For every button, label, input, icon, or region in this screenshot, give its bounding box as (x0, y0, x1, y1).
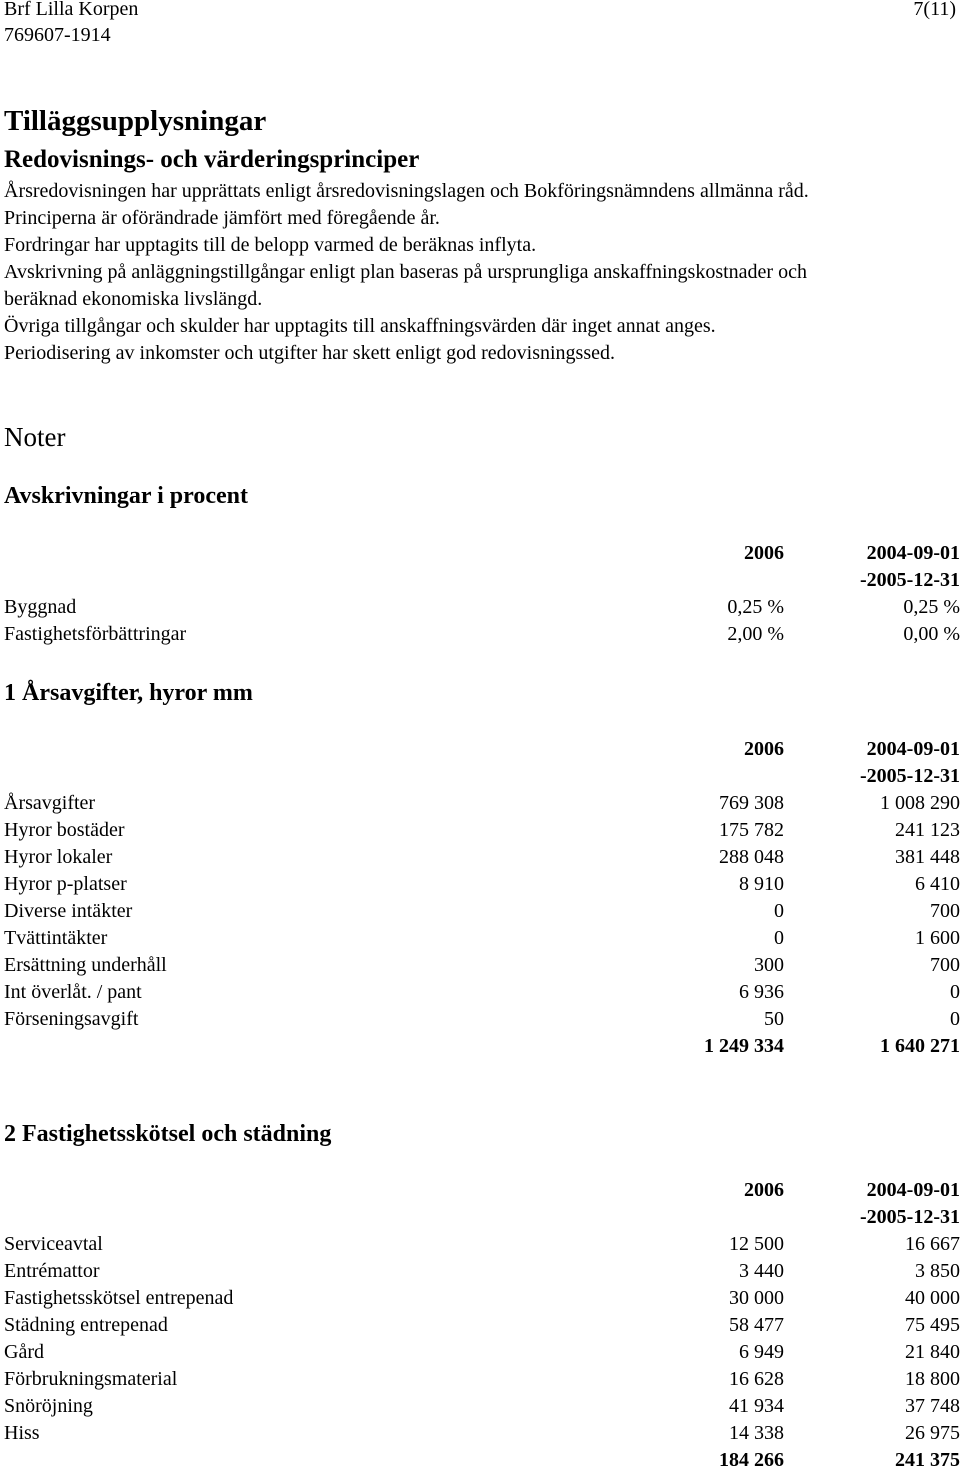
column-header-current: 2006 (744, 542, 784, 564)
row-label: Städning entrepenad (4, 1314, 168, 1336)
value-current: 30 000 (729, 1287, 784, 1309)
table-row (4, 1285, 960, 1312)
column-header-previous: 2004-09-01 (866, 542, 960, 564)
value-current: 0 (774, 900, 784, 922)
column-header-row (4, 540, 960, 567)
organization-number: 769607-1914 (4, 24, 111, 46)
column-header-row (4, 1177, 960, 1204)
value-previous: 381 448 (895, 846, 960, 868)
value-previous: 1 008 290 (880, 792, 960, 814)
value-current: 769 308 (719, 792, 784, 814)
column-header-current: 2006 (744, 738, 784, 760)
note2-heading: 2 Fastighetsskötsel och städning (4, 1121, 332, 1147)
value-previous: 3 850 (915, 1260, 960, 1282)
row-label: Fastighetsförbättringar (4, 623, 187, 645)
row-label: Snöröjning (4, 1395, 93, 1417)
table-row (4, 817, 960, 844)
total-row (4, 1447, 960, 1474)
column-header-previous-end: -2005-12-31 (860, 569, 960, 591)
organization-name: Brf Lilla Korpen (4, 0, 139, 20)
table-row (4, 979, 960, 1006)
row-label: Ersättning underhåll (4, 954, 167, 976)
column-header-row (4, 1204, 960, 1231)
column-header-row (4, 763, 960, 790)
principle-line: Fordringar har upptagits till de belopp varmed de beräknas inflyta. (4, 234, 537, 256)
value-previous: 75 495 (905, 1314, 960, 1336)
column-header-current: 2006 (744, 1179, 784, 1201)
value-previous: 18 800 (905, 1368, 960, 1390)
table-row (4, 1231, 960, 1258)
value-previous: 0,25 % (903, 596, 960, 618)
row-label: Hyror bostäder (4, 819, 125, 841)
value-previous: 6 410 (915, 873, 960, 895)
row-label: Fastighetsskötsel entrepenad (4, 1287, 234, 1309)
notes-heading: Noter (4, 422, 66, 452)
row-label: Entrémattor (4, 1260, 100, 1282)
value-previous: 0 (950, 1008, 960, 1030)
value-current: 0 (774, 927, 784, 949)
total-previous: 241 375 (895, 1449, 960, 1471)
value-current: 8 910 (739, 873, 784, 895)
row-label: Hiss (4, 1422, 40, 1444)
row-label: Förseningsavgift (4, 1008, 139, 1030)
row-label: Diverse intäkter (4, 900, 133, 922)
value-current: 6 936 (739, 981, 784, 1003)
depreciation-table (4, 540, 960, 648)
row-label: Serviceavtal (4, 1233, 103, 1255)
page-number: 7(11) (913, 0, 956, 20)
table-row (4, 1006, 960, 1033)
column-header-previous-end: -2005-12-31 (860, 1206, 960, 1228)
principle-line: Avskrivning på anläggningstillgångar enligt plan baseras på ursprungliga anskaffningskostnader och (4, 261, 807, 283)
value-current: 6 949 (739, 1341, 784, 1363)
value-current: 58 477 (729, 1314, 784, 1336)
row-label: Hyror lokaler (4, 846, 113, 868)
table-row (4, 1258, 960, 1285)
table-row (4, 1312, 960, 1339)
principle-line: Principerna är oförändrade jämfört med föregående år. (4, 207, 440, 229)
total-current: 184 266 (719, 1449, 784, 1471)
value-previous: 1 600 (915, 927, 960, 949)
value-current: 14 338 (729, 1422, 784, 1444)
table-row (4, 952, 960, 979)
depreciation-heading: Avskrivningar i procent (4, 483, 249, 509)
table-row (4, 871, 960, 898)
value-current: 2,00 % (727, 623, 784, 645)
column-header-row (4, 736, 960, 763)
column-header-previous: 2004-09-01 (866, 738, 960, 760)
row-label: Tvättintäkter (4, 927, 108, 949)
total-previous: 1 640 271 (880, 1035, 960, 1057)
row-label: Int överlåt. / pant (4, 981, 142, 1003)
total-row (4, 1033, 960, 1060)
value-previous: 40 000 (905, 1287, 960, 1309)
value-previous: 241 123 (895, 819, 960, 841)
table-row (4, 898, 960, 925)
value-current: 300 (754, 954, 784, 976)
note1-heading: 1 Årsavgifter, hyror mm (4, 680, 253, 706)
principle-line: beräknad ekonomiska livslängd. (4, 288, 263, 310)
row-label: Förbrukningsmaterial (4, 1368, 178, 1390)
value-previous: 26 975 (905, 1422, 960, 1444)
column-header-row (4, 567, 960, 594)
table-row (4, 594, 960, 621)
value-current: 175 782 (719, 819, 784, 841)
principles-heading: Redovisnings- och värderingsprinciper (4, 146, 420, 173)
row-label: Gård (4, 1341, 44, 1363)
row-label: Byggnad (4, 596, 77, 618)
value-current: 41 934 (729, 1395, 784, 1417)
page-title: Tilläggsupplysningar (4, 105, 267, 137)
value-previous: 700 (930, 954, 960, 976)
table-row (4, 1420, 960, 1447)
table-row (4, 1393, 960, 1420)
table-row (4, 844, 960, 871)
total-current: 1 249 334 (704, 1035, 784, 1057)
value-previous: 16 667 (905, 1233, 960, 1255)
table-row (4, 790, 960, 817)
value-previous: 0,00 % (903, 623, 960, 645)
value-current: 12 500 (729, 1233, 784, 1255)
value-current: 16 628 (729, 1368, 784, 1390)
value-previous: 37 748 (905, 1395, 960, 1417)
principle-line: Övriga tillgångar och skulder har upptagits till anskaffningsvärden där inget annat anges. (4, 315, 716, 337)
principle-line: Periodisering av inkomster och utgifter har skett enligt god redovisningssed. (4, 342, 615, 364)
table-row (4, 1366, 960, 1393)
principles-text (4, 178, 809, 367)
value-current: 50 (764, 1008, 784, 1030)
value-current: 0,25 % (727, 596, 784, 618)
note2-table (4, 1177, 960, 1474)
table-row (4, 621, 960, 648)
principle-line: Årsredovisningen har upprättats enligt årsredovisningslagen och Bokföringsnämndens allmänna råd. (4, 180, 809, 202)
column-header-previous: 2004-09-01 (866, 1179, 960, 1201)
table-row (4, 925, 960, 952)
value-previous: 0 (950, 981, 960, 1003)
row-label: Hyror p-platser (4, 873, 127, 895)
table-row (4, 1339, 960, 1366)
value-previous: 700 (930, 900, 960, 922)
value-current: 3 440 (739, 1260, 784, 1282)
value-current: 288 048 (719, 846, 784, 868)
value-previous: 21 840 (905, 1341, 960, 1363)
row-label: Årsavgifter (4, 792, 96, 814)
column-header-previous-end: -2005-12-31 (860, 765, 960, 787)
note1-table (4, 736, 960, 1060)
